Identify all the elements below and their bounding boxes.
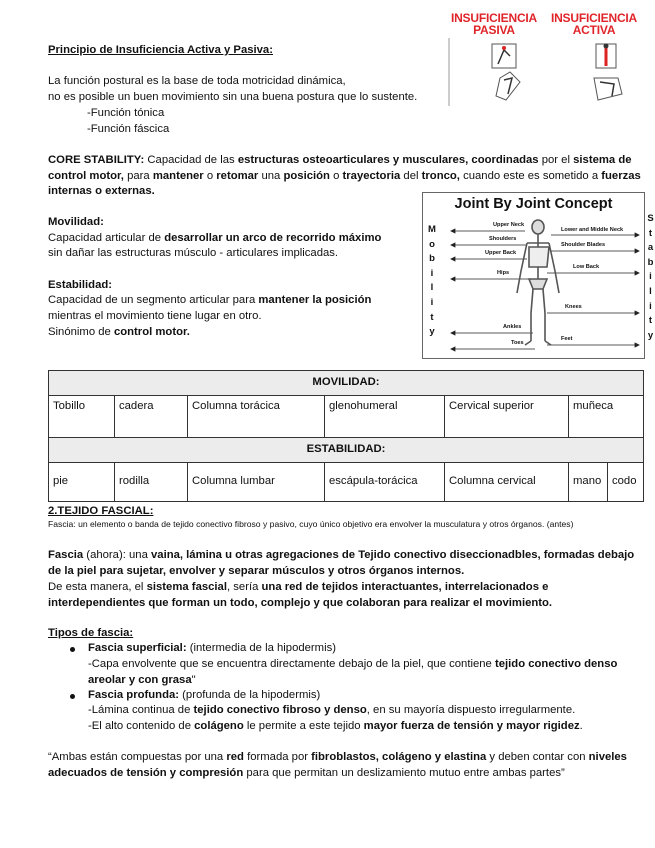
table-cell: mano xyxy=(569,463,608,502)
core-text: fuerzas internas o externas. xyxy=(48,169,641,197)
estabilidad-title: Estabilidad: xyxy=(48,279,113,291)
estabilidad-text-bold: control motor. xyxy=(113,326,190,338)
core-text: Capacidad de las xyxy=(144,154,238,166)
fascia-profunda-term: Fascia profunda: xyxy=(88,689,180,701)
ambas-quote xyxy=(48,750,648,781)
core-text: retomar xyxy=(216,169,259,182)
activa-label xyxy=(546,12,642,36)
table-row xyxy=(49,371,644,396)
core-text: una xyxy=(258,169,284,182)
fascia-superficial-description xyxy=(88,657,644,688)
pasiva-label-line2: PASIVA xyxy=(473,23,515,37)
table-row xyxy=(49,396,644,438)
quote-text-bold: niveles adecuados de tensión y compresión xyxy=(48,751,627,779)
movilidad-estabilidad-table xyxy=(48,370,644,502)
pasiva-label xyxy=(446,12,542,36)
fascia-profunda-line-1 xyxy=(88,703,575,719)
table-row xyxy=(49,438,644,463)
movilidad-text-bold: desarrollar un arco de recorrido máximo xyxy=(164,232,382,244)
fascia-text-bold: sistema fascial xyxy=(146,581,227,593)
table-row xyxy=(49,463,644,502)
desc-text: , en su mayoría dispuesto irregularmente. xyxy=(366,704,576,716)
fascia-profunda-text: (profunda de la hipodermis) xyxy=(179,689,321,701)
postural-line-2: no es posible un buen movimiento sin una buena postura que lo sustente. xyxy=(48,91,418,103)
sistema-fascial-paragraph xyxy=(48,580,638,611)
letter: t xyxy=(648,227,653,239)
label-lower-middle-neck: Lower and Middle Neck xyxy=(561,227,624,233)
table-cell: pie xyxy=(49,463,115,502)
letter: S xyxy=(647,213,654,224)
fascia-text: De esta manera, el xyxy=(48,581,147,593)
desc-text: " xyxy=(191,673,196,686)
desc-text: -Capa envolvente que se encuentra directamente debajo de la piel, que contiene xyxy=(88,658,495,670)
core-term: CORE STABILITY: xyxy=(48,154,145,166)
label-shoulder-blades: Shoulder Blades xyxy=(561,242,606,248)
label-knees: Knees xyxy=(565,304,582,310)
table-cell: cadera xyxy=(115,396,188,438)
quote-text: y deben contar con xyxy=(486,751,589,763)
funcion-tonica: -Función tónica xyxy=(87,107,165,119)
table-cell: Columna torácica xyxy=(188,396,325,438)
letter: i xyxy=(430,267,434,279)
core-text: tronco, xyxy=(421,169,460,182)
core-text: por el xyxy=(538,154,574,166)
core-text: del xyxy=(400,169,422,182)
desc-text-bold: colágeno xyxy=(194,720,244,732)
core-text: estructuras osteoarticulares y musculares, xyxy=(237,154,469,166)
quote-text-bold: red xyxy=(226,751,244,763)
table-cell: Columna cervical xyxy=(445,463,569,502)
quote-text: para que permitan un deslizamiento mutuo entre ambas partes” xyxy=(243,766,565,779)
table-cell: Tobillo xyxy=(49,396,115,438)
core-text: para xyxy=(123,169,153,182)
stability-letters xyxy=(646,212,655,343)
letter: t xyxy=(430,311,434,323)
pasiva-label-line1: INSUFICIENCIA xyxy=(450,11,538,25)
letter: M xyxy=(428,224,436,235)
fascia-text: (ahora): una xyxy=(83,549,151,561)
core-text: sistema de control motor, xyxy=(48,154,632,182)
fascia-term: Fascia xyxy=(48,549,84,561)
postural-line-1: La función postural es la base de toda motricidad dinámica, xyxy=(48,75,346,87)
movilidad-line-1 xyxy=(48,231,381,247)
desc-text: . xyxy=(579,720,583,732)
estabilidad-text-bold: mantener la posición xyxy=(258,294,372,306)
desc-text-bold: tejido conectivo denso areolar y con grasa xyxy=(88,658,618,686)
label-toes: Toes xyxy=(511,340,524,346)
skeleton-illustration xyxy=(423,193,644,358)
fascia-text-bold: vaina, lámina u otras agregaciones de Tejido conectivo diseccionadbles, formadas debajo de la piel para sujetar, envolver y separar músculos y otros órganos internos. xyxy=(48,549,635,577)
movilidad-header: MOVILIDAD: xyxy=(49,371,644,396)
table-cell: escápula-torácica xyxy=(325,463,445,502)
table-cell: rodilla xyxy=(115,463,188,502)
fascia-profunda-line-2 xyxy=(88,719,583,735)
insuficiencia-illustration xyxy=(446,38,642,106)
table-cell: Columna lumbar xyxy=(188,463,325,502)
core-text: cuando este es sometido a xyxy=(459,169,602,182)
core-text: o xyxy=(329,169,343,182)
insuficiencia-figure xyxy=(446,10,642,106)
table-cell: glenohumeral xyxy=(325,396,445,438)
estabilidad-text: Sinónimo de xyxy=(48,326,114,338)
movilidad-text: Capacidad articular de xyxy=(48,232,165,244)
joint-by-joint-figure xyxy=(422,192,645,359)
letter: l xyxy=(430,282,434,294)
fascia-superficial-text: (intermedia de la hipodermis) xyxy=(186,642,337,654)
letter: y xyxy=(429,326,435,338)
desc-text-bold: mayor fuerza de tensión y mayor rigidez xyxy=(363,720,580,732)
letter: i xyxy=(430,296,434,308)
letter: o xyxy=(429,238,435,250)
letter: a xyxy=(647,242,654,254)
core-text: mantener xyxy=(152,169,204,182)
core-text: posición xyxy=(283,169,330,182)
joint-figure-title: Joint By Joint Concept xyxy=(454,196,613,212)
fascia-text: , sería xyxy=(226,581,262,593)
quote-text: “Ambas están compuestas por una xyxy=(48,751,227,763)
estabilidad-line-2: mientras el movimiento tiene lugar en otro. xyxy=(48,310,262,322)
fascia-text-bold: una red de tejidos interactuantes, interrelacionados e interdependientes que forman un todo, complejo y que colaboran para realizar el movimiento. xyxy=(48,581,553,609)
table-cell: codo xyxy=(608,463,644,502)
activa-label-line1: INSUFICIENCIA xyxy=(550,11,638,25)
funcion-fascica: -Función fáscica xyxy=(87,123,170,135)
letter: b xyxy=(429,253,435,265)
fascia-superficial-item xyxy=(88,641,336,657)
estabilidad-line-3 xyxy=(48,325,190,341)
bullet-icon xyxy=(70,647,75,652)
desc-text: le permite a este tejido xyxy=(243,720,364,732)
desc-text: -Lámina continua de xyxy=(88,704,194,716)
letter: i xyxy=(649,271,652,283)
letter: l xyxy=(649,285,652,297)
letter: t xyxy=(648,315,653,327)
quote-text: formada por xyxy=(243,751,312,763)
quote-text-bold: fibroblastos, colágeno y elastina xyxy=(311,751,487,763)
section-title-insuficiencia: Principio de Insuficiencia Activa y Pasiva: xyxy=(48,44,273,56)
estabilidad-text: Capacidad de un segmento articular para xyxy=(48,294,259,306)
fascia-profunda-item xyxy=(88,688,320,704)
desc-text-bold: tejido conectivo fibroso y denso xyxy=(193,704,367,716)
label-upper-neck: Upper Neck xyxy=(493,222,525,228)
bullet-icon xyxy=(70,694,75,699)
label-shoulders: Shoulders xyxy=(489,236,517,242)
estabilidad-header: ESTABILIDAD: xyxy=(49,438,644,463)
table-cell: Cervical superior xyxy=(445,396,569,438)
movilidad-title: Movilidad: xyxy=(48,216,104,228)
core-text: trayectoria xyxy=(342,169,401,182)
tipos-fascia-title: Tipos de fascia: xyxy=(48,627,134,639)
label-hips: Hips xyxy=(497,270,510,276)
core-text: coordinadas xyxy=(471,154,539,166)
activa-label-line2: ACTIVA xyxy=(572,23,616,37)
estabilidad-line-1 xyxy=(48,293,371,309)
fascia-ahora-paragraph xyxy=(48,548,638,579)
movilidad-line-2: sin dañar las estructuras músculo - articulares implicadas. xyxy=(48,247,339,259)
letter: i xyxy=(649,300,652,312)
label-upper-back: Upper Back xyxy=(485,250,517,256)
tejido-fascial-title: 2.TEJIDO FASCIAL: xyxy=(48,505,154,517)
core-text: o xyxy=(203,169,217,182)
table-cell: muñeca xyxy=(569,396,644,438)
label-feet: Feet xyxy=(561,336,573,342)
fascia-superficial-term: Fascia superficial: xyxy=(88,642,187,654)
desc-text: -El alto contenido de xyxy=(88,720,195,732)
fascia-antes-note: Fascia: un elemento o banda de tejido conectivo fibroso y pasivo, cuyo único objetivo era envolver la musculatura y otros órganos. (antes) xyxy=(48,519,574,529)
letter: y xyxy=(647,329,654,341)
label-ankles: Ankles xyxy=(503,324,522,330)
letter: b xyxy=(647,256,654,268)
label-low-back: Low Back xyxy=(573,264,600,270)
